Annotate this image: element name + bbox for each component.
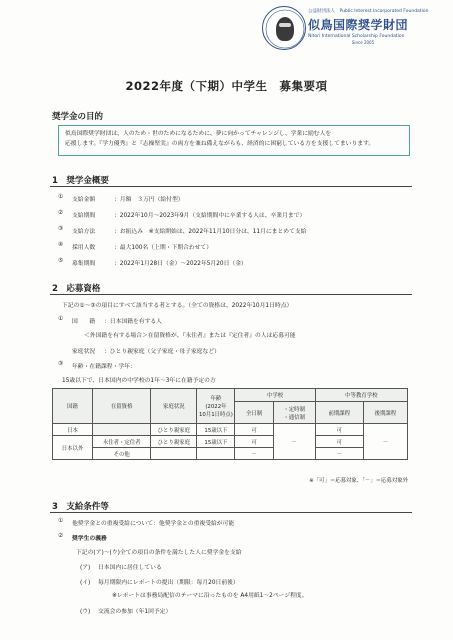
cell-family: ひとり親家庭 bbox=[151, 436, 197, 448]
sec3-heading: 3 支給条件等 bbox=[52, 502, 109, 512]
th-second-stage: 後期課程 bbox=[363, 402, 407, 424]
foundation-seal-logo bbox=[262, 6, 306, 50]
sec3-duty-intro: 下記の(ア)～(ウ)全ての項目の条件を満たした人に奨学金を支給 bbox=[76, 550, 242, 556]
req-number: ③ bbox=[58, 361, 64, 367]
cell-full: 可 bbox=[235, 424, 273, 436]
th-nationality: 国籍 bbox=[53, 389, 93, 424]
item-label: 支給方法 bbox=[72, 229, 96, 235]
org-since: Since 2005 bbox=[351, 40, 375, 45]
cell-age bbox=[197, 448, 235, 460]
cell-nat: 日本 bbox=[53, 424, 93, 436]
founder-portrait bbox=[276, 17, 294, 41]
sec2-foreign-note: ＜外国籍を有する場合＞在留資格が、『永住者』または『定住者』の人は応募可能 bbox=[84, 333, 296, 339]
cell-age: 15歳以下 bbox=[197, 424, 235, 436]
cell-family bbox=[151, 448, 197, 460]
duty-b-note: ※レポートは事務局配信のテーマに沿ったものを A4用紙1～2ページ程度。 bbox=[112, 593, 308, 599]
th-first-stage: 前期課程 bbox=[315, 402, 363, 424]
item-number: ② bbox=[58, 210, 64, 216]
item-label: 募集期間 bbox=[72, 261, 96, 267]
item-label: 支給金額 bbox=[72, 197, 96, 203]
th-age-sub: (2022年 bbox=[205, 404, 227, 410]
req-value: ：ひとり親家庭（父子家庭・母子家庭など） bbox=[104, 349, 220, 355]
cell-full: － bbox=[235, 448, 273, 460]
th-status: 在留資格 bbox=[93, 389, 151, 424]
item-number: ④ bbox=[58, 242, 64, 248]
duty-text: 毎月期限内にレポートの提出（期限：毎月20日前後） bbox=[98, 580, 239, 586]
sec2-age-note: 15歳以下で、日本国内の中学校の1年～3年に在籍予定の方 bbox=[62, 378, 216, 384]
cell-status: その他 bbox=[93, 448, 151, 460]
duty-number: (イ) bbox=[80, 580, 91, 586]
cell-first: － bbox=[315, 448, 363, 460]
org-name: 似鳥国際奨学財団 bbox=[308, 18, 409, 32]
duty-number: (ア) bbox=[80, 565, 91, 571]
th-part-time-1: ・定時制 bbox=[283, 406, 305, 413]
cell-first: 可 bbox=[315, 436, 363, 448]
sec1-underline bbox=[50, 186, 412, 187]
th-junior-high: 中学校 bbox=[235, 389, 315, 402]
sec1-heading: 1 奨学金概要 bbox=[52, 176, 109, 186]
item-text: 他奨学金との重複受給について：他奨学金との重複受給が可能 bbox=[72, 521, 235, 527]
purpose-box bbox=[58, 125, 410, 156]
req-number: ① bbox=[58, 316, 64, 322]
item-number: ③ bbox=[58, 226, 64, 232]
purpose-text-1: 似鳥国際奨学財団は、人のため・世のためになるために、夢に向かってチャレンジし、学業に励む人を bbox=[65, 131, 332, 137]
cell-age: 15歳以下 bbox=[197, 436, 235, 448]
item-number: ② bbox=[58, 533, 64, 539]
item-value: ：最大100名（上期・下期合わせて） bbox=[114, 245, 213, 251]
th-age-main: 年齢 bbox=[210, 396, 222, 402]
purpose-text-2: 応援します。『学力優秀』と『志操堅実』の両方を兼ね備えながらも、経済的に困窮している方を支援してまいります。 bbox=[65, 141, 375, 147]
req-label: 家庭状況 bbox=[72, 349, 96, 355]
item-label: 採用人数 bbox=[72, 245, 96, 251]
th-full-time: 全日制 bbox=[235, 402, 273, 424]
th-family: 家庭状況 bbox=[151, 389, 197, 424]
item-number: ① bbox=[58, 194, 64, 200]
item-value: ：お振込み ※支給開始は、2022年11月10日分は、11月にまとめて支給 bbox=[114, 229, 307, 235]
th-part-time bbox=[273, 402, 315, 424]
table-note: ※「可」＝応募対象、「－」＝応募対象外 bbox=[309, 478, 408, 484]
item-text: 奨学生の義務 bbox=[72, 536, 107, 542]
cell-status bbox=[93, 424, 151, 436]
item-number: ⑤ bbox=[58, 258, 64, 264]
cell-full: 可 bbox=[235, 436, 273, 448]
cell-nat: 日本以外 bbox=[53, 436, 93, 460]
foundation-logo-text bbox=[308, 8, 448, 45]
duty-text: 交流会の参加（年1回予定） bbox=[98, 609, 172, 615]
duty-text: 日本国内に居住している bbox=[98, 565, 162, 571]
org-small-label: 公益財団法人 Public Interest Incorporated Foundation bbox=[308, 9, 429, 14]
req-label: 国 籍 bbox=[72, 319, 96, 325]
document-title: 2022年度（下期）中学生 募集要項 bbox=[125, 79, 328, 93]
item-number: ① bbox=[58, 518, 64, 524]
sec2-underline bbox=[50, 294, 412, 295]
sec2-heading: 2 応募資格 bbox=[52, 284, 101, 294]
cell-part: － bbox=[273, 424, 315, 460]
purpose-heading: 奨学金の目的 bbox=[52, 112, 104, 122]
cell-first: 可 bbox=[315, 424, 363, 436]
item-value: ：月額 ３万円（給付型） bbox=[114, 197, 184, 203]
cell-family: ひとり親家庭 bbox=[151, 424, 197, 436]
eligibility-table bbox=[52, 388, 408, 460]
table-row bbox=[53, 448, 408, 460]
item-label: 支給期間 bbox=[72, 213, 96, 219]
item-value: ：2022年1月28日（金）～2022年5月20日（金） bbox=[114, 261, 247, 267]
th-part-time-2: ・通信制 bbox=[283, 414, 305, 421]
org-english-name: Nitori International Scholarship Foundation bbox=[308, 34, 405, 39]
req-label: 年齢・在籍課程・学年： bbox=[72, 364, 136, 370]
item-value: ：2022年10月～2023年9月（支給期間中に卒業する人は、卒業月まで） bbox=[114, 213, 306, 219]
cell-status: 永住者・定住者 bbox=[93, 436, 151, 448]
th-age bbox=[197, 389, 235, 424]
sec3-underline bbox=[50, 512, 412, 513]
duty-number: (ウ) bbox=[80, 609, 91, 615]
sec2-intro: 下記の①～③の項目にすべて該当する者とする。（全ての資格は、2022年10月1日時点） bbox=[62, 303, 293, 309]
th-secondary: 中等教育学校 bbox=[315, 389, 407, 402]
req-value: ：日本国籍を有する人 bbox=[104, 319, 162, 325]
th-age-sub2: 10月1日時点) bbox=[198, 412, 233, 418]
cell-second: － bbox=[363, 424, 407, 460]
table-row bbox=[53, 436, 408, 448]
table-row bbox=[53, 424, 408, 436]
